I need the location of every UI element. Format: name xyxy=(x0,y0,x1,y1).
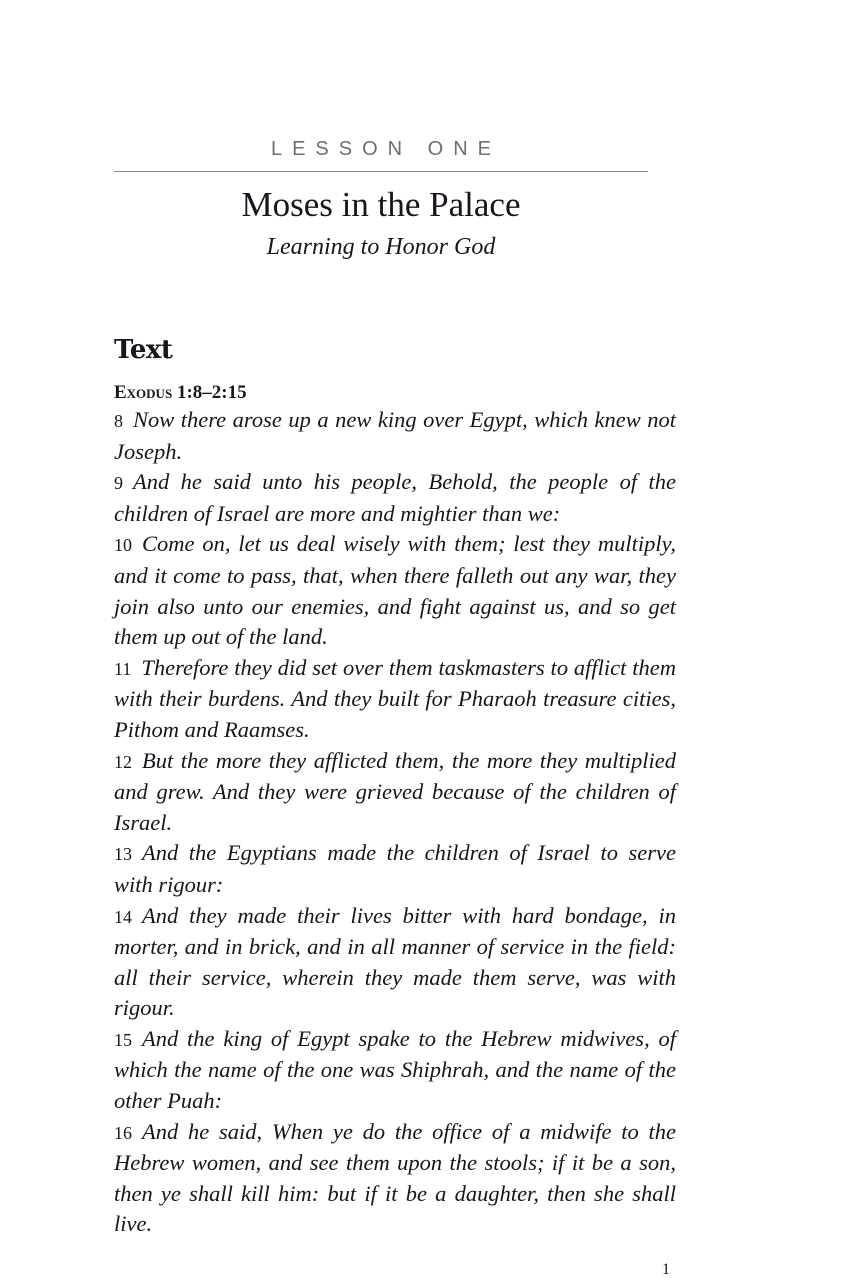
verse xyxy=(114,405,676,467)
verse-number: 10 xyxy=(114,535,132,556)
verse-number: 11 xyxy=(114,658,132,679)
verse-text: But the more they afflicted them, the more they multiplied and grew. And they were grieved because of the children of Israel. xyxy=(114,747,676,835)
verse-number: 14 xyxy=(114,906,132,927)
verse-text: And he said unto his people, Behold, the people of the children of Israel are more and mightier than we: xyxy=(114,469,676,526)
verse-list xyxy=(114,405,676,1240)
verse-number: 9 xyxy=(114,473,123,494)
verse-text: And the Egyptians made the children of Israel to serve with rigour: xyxy=(114,840,676,897)
lesson-header xyxy=(114,136,648,262)
verse-number: 12 xyxy=(114,751,132,772)
scripture-reference xyxy=(114,381,676,405)
verse xyxy=(114,529,676,652)
verse-text: Therefore they did set over them taskmasters to afflict them with their burdens. And they built for Pharaoh treasure cities, Pithom and Raamses. xyxy=(114,654,676,742)
verse xyxy=(114,838,676,900)
verse xyxy=(114,653,676,746)
verse xyxy=(114,467,676,529)
page-number: 1 xyxy=(662,1261,670,1279)
lesson-title: Moses in the Palace xyxy=(241,185,521,224)
verse-text: And the king of Egypt spake to the Hebrew midwives, of which the name of the one was Shiphrah, and the name of the other Puah: xyxy=(114,1025,676,1114)
verse xyxy=(114,1024,676,1117)
lesson-body xyxy=(114,333,676,1280)
lesson-label: LESSON ONE xyxy=(270,138,502,160)
section-heading: Text xyxy=(114,335,173,365)
verse xyxy=(114,1117,676,1240)
scripture-book: Exodus xyxy=(114,382,173,403)
lesson-subtitle: Learning to Honor God xyxy=(266,234,496,260)
verse-number: 16 xyxy=(114,1122,132,1143)
verse-text: And they made their lives bitter with hard bondage, in morter, and in brick, and in all manner of service in the field: all their service, wherein they made them serve, was with rigour. xyxy=(114,902,676,1021)
verse xyxy=(114,746,676,839)
verse-number: 15 xyxy=(114,1029,132,1050)
scripture-range: 1:8–2:15 xyxy=(176,382,247,403)
verse-number: 13 xyxy=(114,844,132,865)
verse xyxy=(114,901,676,1024)
verse-text: Come on, let us deal wisely with them; lest they multiply, and it come to pass, that, when there falleth out any war, they join also unto our enemies, and fight against us, and so get them up out of the land. xyxy=(114,531,676,650)
header-divider xyxy=(114,171,648,172)
verse-text: Now there arose up a new king over Egypt, which knew not Joseph. xyxy=(114,407,676,464)
verse-text: And he said, When ye do the office of a midwife to the Hebrew women, and see them upon the stools; if it be a son, then ye shall kill him: but if it be a daughter, then she shall live. xyxy=(114,1118,676,1237)
verse-number: 8 xyxy=(114,411,123,431)
